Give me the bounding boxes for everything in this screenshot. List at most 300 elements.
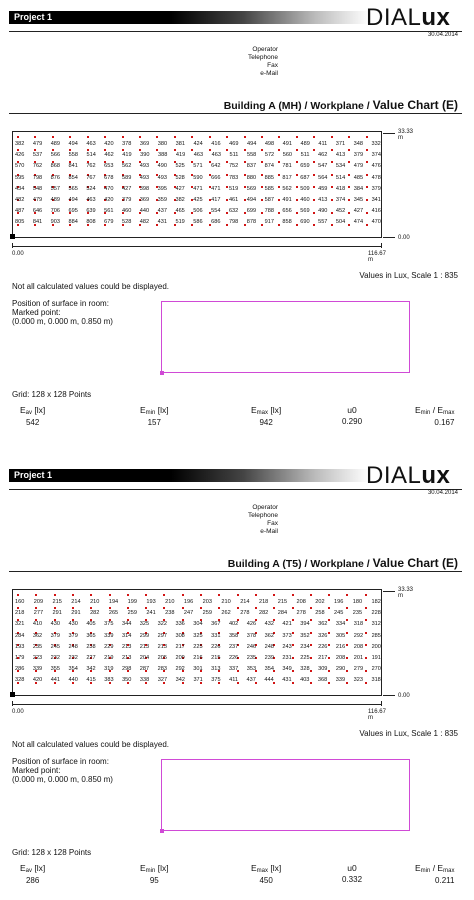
value-cell: 339 [32,666,43,673]
value-cell: 235 [352,610,363,617]
value-dot [17,136,19,138]
value-cell: 209 [175,655,185,662]
value-cell: 767 [86,174,96,181]
value-cell: 762 [32,163,43,170]
contact-email: e-Mail [260,528,278,535]
value-cell: 666 [211,174,221,181]
y-label-bottom: 0.00 [398,235,410,241]
value-cell: 805 [15,219,25,226]
stats-row [12,863,462,897]
value-cell: 245 [334,610,344,617]
value-cell: 210 [165,599,175,605]
value-cell: 494 [68,141,78,147]
value-cell: 279 [353,666,364,673]
value-cell: 349 [282,666,292,673]
value-cell: 344 [121,621,132,628]
value-cell: 291 [52,610,62,617]
value-cell: 504 [335,219,346,226]
value-cell: 441 [50,677,61,684]
value-cell: 208 [296,599,306,605]
value-cell: 325 [193,632,203,639]
project-title: Project 1 [14,470,53,480]
value-dot [139,136,141,138]
x-label-min: 0.00 [12,709,24,715]
stat-eav-value: 542 [25,418,40,427]
value-cell: 419 [175,152,186,159]
value-cell: 379 [371,185,381,192]
value-cell: 286 [15,666,25,673]
stat-u0: u0 0.332 [342,863,363,884]
grid-points: Grid: 128 x 128 Points [12,848,92,857]
value-cell: 312 [371,621,381,628]
value-cell: 659 [300,163,310,170]
value-cell: 562 [121,163,132,170]
x-tick-right [381,243,382,248]
value-cell: 511 [300,152,310,159]
value-cell: 462 [318,152,328,159]
marked-label: Marked point: [12,308,61,317]
value-cell: 462 [104,152,114,159]
value-cell: 402 [228,621,239,628]
value-cell: 687 [300,174,310,181]
value-row [15,150,381,161]
value-cell: 265 [108,610,119,617]
value-dot [292,594,294,596]
value-cell: 228 [371,610,381,617]
value-cell: 569 [300,208,310,215]
value-cell: 528 [175,174,185,181]
y-tick-bottom [383,695,395,696]
value-cell: 227 [86,655,96,662]
value-cell: 382 [15,141,25,147]
stat-ratio-value: 0.167 [434,418,455,427]
value-cell: 358 [228,632,239,639]
value-cell: 430 [68,621,78,628]
marked-label: Marked point: [12,766,61,775]
dialux-logo: DIALux [366,462,451,489]
value-cell: 208 [353,643,364,650]
value-dot [35,594,37,596]
value-cell: 365 [86,632,96,639]
value-cell: 225 [193,643,203,650]
surface-outline [161,301,410,373]
value-cell: 217 [318,655,328,662]
value-cell: 868 [50,163,60,170]
value-cell: 374 [335,197,346,204]
value-cell: 586 [193,219,203,226]
value-cell: 326 [318,632,328,639]
value-cell: 841 [32,219,43,226]
value-cell: 248 [68,643,78,650]
value-row [15,139,381,150]
value-row [15,161,381,172]
value-cell: 564 [318,174,328,181]
value-cell: 297 [157,632,167,639]
value-cell: 214 [240,599,250,605]
value-cell: 686 [211,219,221,226]
value-cell: 463 [86,197,96,204]
value-cell: 519 [228,185,239,192]
value-cell: 410 [32,621,43,628]
value-cell: 258 [315,610,325,617]
value-dot [34,136,36,138]
y-label-bottom: 0.00 [398,693,410,699]
value-cell: 238 [86,643,96,650]
value-cell: 379 [68,632,78,639]
value-cell: 854 [68,174,78,181]
stat-emax: $E_{max}$ [lx] 942 [251,405,282,427]
value-cell: 558 [68,152,78,159]
value-cell: 524 [86,185,96,192]
stat-ratio: $E_{min} / E_{max}$ 0.167 [415,405,455,427]
stat-ratio-value: 0.211 [435,876,455,885]
value-cell: 339 [104,632,114,639]
contact-operator: Operator [252,46,278,53]
value-cell: 417 [211,197,221,204]
value-row [15,675,381,686]
value-cell: 415 [86,677,96,684]
report-date: 30.04.2014 [427,32,458,38]
value-cell: 471 [211,185,221,192]
value-cell: 554 [211,208,221,215]
value-cell: 858 [282,219,292,226]
value-cell: 291 [71,610,81,617]
value-cell: 308 [175,632,185,639]
value-cell: 511 [229,152,239,159]
value-cell: 874 [264,163,274,170]
value-dot [191,136,193,138]
value-cell: 788 [264,208,274,215]
value-cell: 225 [300,655,310,662]
value-table [15,139,381,229]
stats-row [12,405,462,439]
value-cell: 182 [371,599,381,605]
value-cell: 341 [371,197,381,204]
value-cell: 558 [246,152,257,159]
value-cell: 337 [228,666,239,673]
value-cell: 469 [229,141,239,147]
value-cell: 299 [139,632,150,639]
value-cell: 498 [264,141,275,147]
value-cell: 425 [193,197,203,204]
value-cell: 219 [104,655,114,662]
value-cell: 465 [175,208,185,215]
value-cell: 479 [32,141,43,147]
value-cell: 239 [264,655,274,662]
y-tick-top [383,133,395,134]
value-cell: 463 [86,141,96,147]
value-dot [156,136,158,138]
value-cell: 489 [50,197,60,204]
value-cell: 232 [68,655,78,662]
value-cell: 229 [104,643,114,650]
value-dot [104,136,106,138]
value-cell: 213 [121,655,132,662]
value-dot [69,136,71,138]
value-cell: 194 [108,599,119,605]
value-cell: 695 [68,208,78,215]
value-cell: 452 [335,208,346,215]
value-dot [237,594,239,596]
stat-eav: $E_{av}$ [lx] 542 [20,405,46,427]
value-cell: 231 [282,655,292,662]
report-date: 30.04.2014 [427,490,458,496]
value-cell: 218 [15,610,25,617]
value-cell: 382 [175,197,185,204]
value-cell: 519 [175,219,185,226]
value-cell: 537 [32,152,43,159]
x-tick-right [381,701,382,706]
value-cell: 562 [282,185,292,192]
value-cell: 213 [139,643,150,650]
value-cell: 841 [68,163,78,170]
header-rule [9,489,462,490]
value-cell: 314 [121,632,132,639]
value-cell: 653 [104,163,114,170]
scale-text: Values in Lux, Scale 1 : 835 [359,729,458,738]
value-cell: 325 [139,621,150,628]
value-dot [54,594,56,596]
value-cell: 160 [15,599,25,605]
value-row [15,206,381,217]
value-cell: 210 [90,599,100,605]
value-cell: 427 [353,208,364,215]
value-dot [313,136,315,138]
grid-points: Grid: 128 x 128 Points [12,390,92,399]
value-cell: 917 [264,219,274,226]
header-rule [9,31,462,32]
value-cell: 699 [246,208,257,215]
value-cell: 378 [246,632,257,639]
x-label-max: 116.67 m [368,709,386,721]
value-cell: 369 [139,197,150,204]
value-dot [218,594,220,596]
value-cell: 413 [335,152,346,159]
value-cell: 416 [371,208,381,215]
value-cell: 427 [175,185,185,192]
value-cell: 463 [193,152,204,159]
value-cell: 679 [104,219,114,226]
value-cell: 437 [157,208,167,215]
value-cell: 632 [228,208,239,215]
value-cell: 589 [121,174,132,181]
value-cell: 487 [15,208,25,215]
position-block [12,757,113,784]
value-dot [200,594,202,596]
value-cell: 411 [318,141,328,147]
value-row [15,653,381,664]
value-cell: 459 [318,185,328,192]
value-cell: 463 [211,152,221,159]
stat-ratio: $E_{min} / E_{max}$ 0.211 [415,863,455,885]
value-cell: 798 [32,174,43,181]
value-cell: 352 [300,632,310,639]
value-dot [145,594,147,596]
marked-value: (0.000 m, 0.000 m, 0.850 m) [12,317,113,326]
value-cell: 226 [211,643,221,650]
value-cell: 390 [140,152,150,159]
value-cell: 218 [258,599,269,605]
value-cell: 200 [371,643,381,650]
value-cell: 388 [158,152,168,159]
stat-u0-value: 0.290 [342,417,363,426]
value-cell: 384 [353,185,364,192]
value-cell: 322 [157,621,167,628]
value-cell: 482 [15,197,25,204]
value-cell: 373 [282,632,292,639]
value-cell: 383 [104,677,114,684]
value-cell: 565 [68,185,78,192]
value-cell: 375 [104,621,114,628]
value-row [15,597,381,608]
value-cell: 398 [139,185,150,192]
value-cell: 332 [371,141,381,147]
value-cell: 491 [282,141,292,147]
value-cell: 490 [157,163,167,170]
value-table [15,597,381,687]
value-cell: 278 [240,610,250,617]
page-title: Building A (T5) / Workplane / Value Chart (E) [227,556,458,570]
value-cell: 817 [282,174,292,181]
stat-emax: $E_{max}$ [lx] 450 [251,863,282,885]
x-label-max: 116.67 m [368,251,386,263]
value-cell: 547 [318,163,328,170]
value-dot [90,594,92,596]
value-cell: 426 [15,152,25,159]
value-cell: 345 [353,197,364,204]
scale-text: Values in Lux, Scale 1 : 835 [359,271,458,280]
value-row [15,195,381,206]
value-dot [174,136,176,138]
value-cell: 342 [175,677,185,684]
value-dot [310,594,312,596]
value-cell: 247 [183,610,194,617]
y-label-top: 33.33 m [398,587,414,599]
value-dot [163,594,165,596]
value-cell: 304 [193,621,203,628]
value-cell: 424 [193,141,203,147]
value-cell: 202 [315,599,325,605]
value-cell: 180 [352,599,363,605]
value-cell: 298 [121,666,132,673]
value-cell: 808 [86,219,96,226]
value-cell: 371 [193,677,203,684]
value-cell: 209 [33,599,44,605]
value-cell: 204 [139,655,150,662]
value-cell: 201 [353,655,364,662]
value-cell: 471 [193,185,203,192]
contact-email: e-Mail [260,70,278,77]
value-cell: 259 [127,610,137,617]
report-page-2 [0,458,474,900]
value-dot [87,136,89,138]
value-cell: 587 [264,197,274,204]
value-cell: 336 [175,621,185,628]
value-cell: 432 [264,621,274,628]
value-cell: 318 [353,621,364,628]
value-dot [255,594,257,596]
value-cell: 418 [335,185,346,192]
value-cell: 327 [157,677,168,684]
value-cell: 217 [175,643,185,650]
value-cell: 213 [157,643,167,650]
value-cell: 210 [221,599,231,605]
stat-emin: $E_{min}$ [lx] 157 [140,405,169,427]
value-cell: 282 [90,610,100,617]
value-cell: 506 [193,208,203,215]
value-dot [182,594,184,596]
value-cell: 880 [246,174,257,181]
value-cell: 479 [353,163,364,170]
value-cell: 566 [50,152,61,159]
value-cell: 884 [68,219,78,226]
value-cell: 362 [318,621,328,628]
value-cell: 287 [139,666,150,673]
value-cell: 353 [246,666,257,673]
marked-value: (0.000 m, 0.000 m, 0.850 m) [12,775,113,784]
value-cell: 569 [246,185,257,192]
value-row [15,173,381,184]
value-cell: 489 [50,141,61,147]
value-dot [328,594,330,596]
value-cell: 237 [228,643,239,650]
value-cell: 479 [32,197,43,204]
value-cell: 331 [211,632,221,639]
value-dot [366,136,368,138]
project-title: Project 1 [14,12,53,22]
value-cell: 642 [211,163,221,170]
value-row [15,608,381,619]
value-cell: 179 [15,655,25,662]
value-cell: 434 [15,185,25,192]
value-cell: 205 [157,655,167,662]
value-cell: 440 [68,677,78,684]
value-cell: 440 [139,208,150,215]
value-cell: 762 [86,163,96,170]
value-cell: 380 [157,141,168,147]
value-cell: 305 [335,632,346,639]
value-cell: 491 [282,197,292,204]
value-cell: 191 [371,655,381,662]
value-cell: 572 [264,152,275,159]
value-cell: 248 [264,643,274,650]
value-cell: 493 [139,163,150,170]
value-cell: 328 [300,666,310,673]
value-cell: 460 [300,197,310,204]
value-cell: 196 [183,599,194,605]
value-cell: 426 [246,621,257,628]
value-cell: 470 [371,219,381,226]
value-cell: 339 [335,677,346,684]
value-cell: 283 [157,666,167,673]
value-row [15,642,381,653]
value-dot [17,594,19,596]
value-cell: 243 [282,643,292,650]
value-cell: 509 [300,185,310,192]
marked-point [160,371,164,375]
value-cell: 374 [371,152,381,159]
origin-marker [10,692,15,697]
value-cell: 421 [282,621,292,628]
stat-emax-value: 450 [259,876,273,885]
value-cell: 646 [32,208,43,215]
value-cell: 461 [228,197,239,204]
value-cell: 706 [50,208,60,215]
value-cell: 416 [211,141,221,147]
display-note: Not all calculated values could be displayed. [12,740,169,749]
value-cell: 478 [371,174,381,181]
value-cell: 420 [32,677,43,684]
